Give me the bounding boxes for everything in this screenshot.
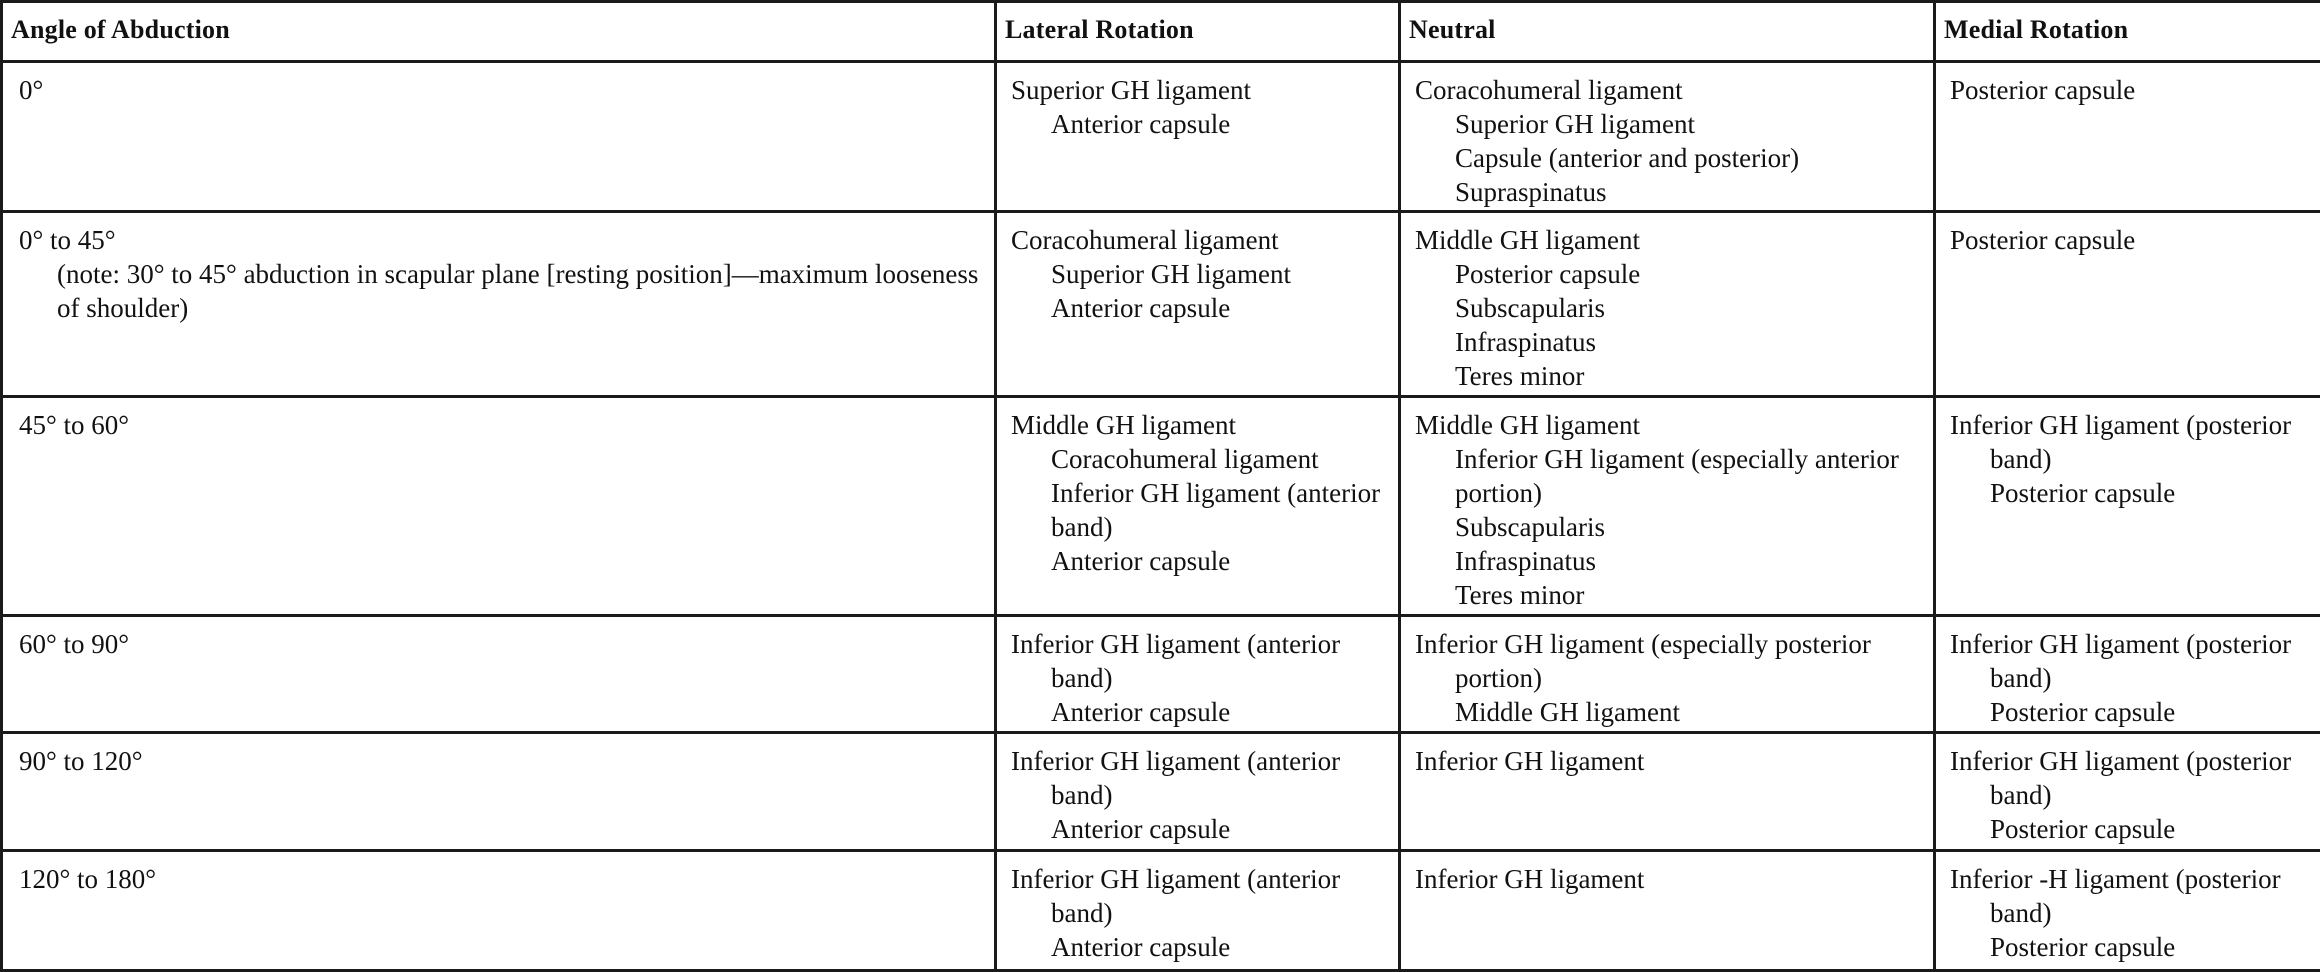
table-row <box>2 397 2320 616</box>
primary-structure: Posterior capsule <box>1950 73 2306 107</box>
table-row <box>2 212 2320 397</box>
angle-value: 90° to 120° <box>19 744 980 778</box>
secondary-structure: Anterior capsule <box>1011 812 1384 846</box>
neutral-cell <box>1400 397 1935 616</box>
neutral-cell <box>1400 851 1935 971</box>
primary-structure: Middle GH ligament <box>1415 223 1919 257</box>
angle-cell <box>2 397 996 616</box>
secondary-structure: Supraspinatus <box>1415 175 1919 209</box>
primary-structure: Inferior -H ligament (posterior band) <box>1950 862 2306 930</box>
secondary-structure: Posterior capsule <box>1950 695 2306 729</box>
secondary-structure: Anterior capsule <box>1011 291 1384 325</box>
angle-cell <box>2 616 996 733</box>
table-row <box>2 616 2320 733</box>
primary-structure: Middle GH ligament <box>1011 408 1384 442</box>
primary-structure: Inferior GH ligament (anterior band) <box>1011 862 1384 930</box>
lateral-rotation-cell <box>996 62 1400 212</box>
medial-rotation-cell <box>1935 397 2320 616</box>
primary-structure: Posterior capsule <box>1950 223 2306 257</box>
medial-rotation-cell <box>1935 733 2320 851</box>
header-lateral-rotation: Lateral Rotation <box>996 2 1400 62</box>
header-medial-rotation: Medial Rotation <box>1935 2 2320 62</box>
primary-structure: Inferior GH ligament (especially posterior portion) <box>1415 627 1919 695</box>
lateral-rotation-cell <box>996 397 1400 616</box>
angle-cell <box>2 212 996 397</box>
secondary-structure: Superior GH ligament <box>1415 107 1919 141</box>
secondary-structure: Subscapularis <box>1415 291 1919 325</box>
secondary-structure: Infraspinatus <box>1415 325 1919 359</box>
lateral-rotation-cell <box>996 212 1400 397</box>
neutral-cell <box>1400 62 1935 212</box>
secondary-structure: Subscapularis <box>1415 510 1919 544</box>
secondary-structure: Posterior capsule <box>1415 257 1919 291</box>
table-row <box>2 851 2320 971</box>
angle-cell <box>2 733 996 851</box>
primary-structure: Inferior GH ligament (posterior band) <box>1950 627 2306 695</box>
medial-rotation-cell <box>1935 212 2320 397</box>
secondary-structure: Anterior capsule <box>1011 544 1384 578</box>
angle-cell <box>2 851 996 971</box>
primary-structure: Inferior GH ligament <box>1415 744 1919 778</box>
header-neutral: Neutral <box>1400 2 1935 62</box>
table-row <box>2 733 2320 851</box>
primary-structure: Inferior GH ligament (posterior band) <box>1950 744 2306 812</box>
secondary-structure: Anterior capsule <box>1011 107 1384 141</box>
lateral-rotation-cell <box>996 733 1400 851</box>
secondary-structure: Coracohumeral ligament <box>1011 442 1384 476</box>
secondary-structure: Inferior GH ligament (especially anterior portion) <box>1415 442 1919 510</box>
primary-structure: Inferior GH ligament (anterior band) <box>1011 744 1384 812</box>
medial-rotation-cell <box>1935 62 2320 212</box>
neutral-cell <box>1400 733 1935 851</box>
neutral-cell <box>1400 212 1935 397</box>
angle-value: 0° to 45° <box>19 223 980 257</box>
secondary-structure: Posterior capsule <box>1950 476 2306 510</box>
secondary-structure: Posterior capsule <box>1950 930 2306 964</box>
angle-note: (note: 30° to 45° abduction in scapular plane [resting position]—maximum looseness of shoulder) <box>19 257 980 325</box>
table-header-row <box>2 2 2320 62</box>
primary-structure: Superior GH ligament <box>1011 73 1384 107</box>
neutral-cell <box>1400 616 1935 733</box>
secondary-structure: Inferior GH ligament (anterior band) <box>1011 476 1384 544</box>
secondary-structure: Anterior capsule <box>1011 930 1384 964</box>
header-angle-of-abduction: Angle of Abduction <box>2 2 996 62</box>
primary-structure: Coracohumeral ligament <box>1011 223 1384 257</box>
primary-structure: Middle GH ligament <box>1415 408 1919 442</box>
angle-value: 60° to 90° <box>19 627 980 661</box>
secondary-structure: Infraspinatus <box>1415 544 1919 578</box>
secondary-structure: Teres minor <box>1415 359 1919 393</box>
primary-structure: Inferior GH ligament (posterior band) <box>1950 408 2306 476</box>
secondary-structure: Posterior capsule <box>1950 812 2306 846</box>
secondary-structure: Anterior capsule <box>1011 695 1384 729</box>
primary-structure: Coracohumeral ligament <box>1415 73 1919 107</box>
lateral-rotation-cell <box>996 851 1400 971</box>
secondary-structure: Capsule (anterior and posterior) <box>1415 141 1919 175</box>
medial-rotation-cell <box>1935 616 2320 733</box>
angle-value: 0° <box>19 73 980 107</box>
secondary-structure: Teres minor <box>1415 578 1919 612</box>
secondary-structure: Middle GH ligament <box>1415 695 1919 729</box>
primary-structure: Inferior GH ligament (anterior band) <box>1011 627 1384 695</box>
table-row <box>2 62 2320 212</box>
angle-cell <box>2 62 996 212</box>
lateral-rotation-cell <box>996 616 1400 733</box>
medial-rotation-cell <box>1935 851 2320 971</box>
angle-value: 45° to 60° <box>19 408 980 442</box>
secondary-structure: Superior GH ligament <box>1011 257 1384 291</box>
primary-structure: Inferior GH ligament <box>1415 862 1919 896</box>
angle-value: 120° to 180° <box>19 862 980 896</box>
